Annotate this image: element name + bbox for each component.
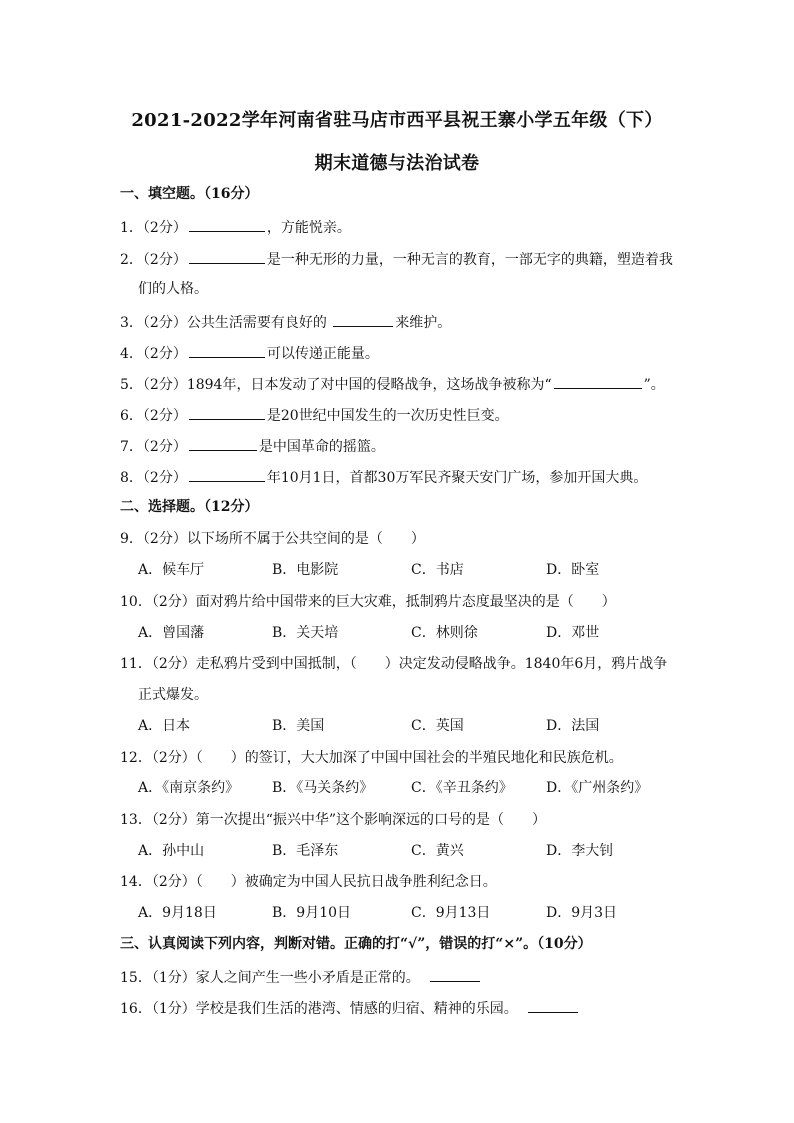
question-9: 9．（2分）以下场所不属于公共空间的是（ ） — [120, 531, 425, 547]
question-6-suffix: 是20世纪中国发生的一次历史性巨变。 — [266, 408, 509, 424]
answer-blank — [189, 343, 265, 358]
answer-blank — [189, 405, 265, 420]
answer-blank — [189, 217, 265, 232]
section-choice-heading: 二、选择题。（12分） — [120, 499, 259, 515]
option-c[interactable]: C．书店 — [411, 562, 464, 578]
question-11-continuation: 正式爆发。 — [138, 687, 208, 703]
question-8-prefix: 8．（2分） — [120, 470, 187, 486]
question-4-prefix: 4．（2分） — [120, 346, 187, 362]
question-6 — [120, 405, 509, 425]
option-b[interactable]: B．9月10日 — [272, 905, 352, 921]
question-2-continuation: 们的人格。 — [138, 281, 208, 297]
question-2-prefix: 2．（2分） — [120, 252, 187, 268]
question-3 — [120, 312, 451, 332]
answer-blank — [554, 374, 642, 389]
question-5-prefix: 5．（2分）1894年，日本发动了对中国的侵略战争，这场战争被称为“ — [120, 377, 552, 393]
answer-blank — [189, 249, 265, 264]
question-2 — [120, 249, 673, 269]
question-1 — [120, 217, 351, 237]
option-c[interactable]: C．林则徐 — [411, 625, 478, 641]
section-judge-heading: 三、认真阅读下列内容，判断对错。正确的打“√”，错误的打“×”。（10分） — [120, 936, 592, 952]
option-b[interactable]: B．毛泽东 — [272, 843, 339, 859]
option-c[interactable]: C．《辛丑条约》 — [411, 780, 513, 796]
option-c[interactable]: C．9月13日 — [411, 905, 491, 921]
answer-blank — [430, 967, 480, 982]
option-a[interactable]: A．候车厅 — [138, 562, 205, 578]
question-8-suffix: 年10月1日，首都30万军民齐聚天安门广场，参加开国大典。 — [266, 470, 648, 486]
question-4 — [120, 343, 379, 363]
question-7-suffix: 是中国革命的摇篮。 — [258, 439, 385, 455]
question-15-text: 15．（1分）家人之间产生一些小矛盾是正常的。 — [120, 970, 420, 986]
question-11: 11．（2分）走私鸦片受到中国抵制，（ ）决定发动侵略战争。1840年6月，鸦片战争 — [120, 656, 668, 672]
question-2-suffix: 是一种无形的力量，一种无言的教育，一部无字的典籍，塑造着我 — [266, 252, 673, 268]
question-7-prefix: 7．（2分） — [120, 439, 187, 455]
exam-title-line-1: 2021-2022学年河南省驻马店市西平县祝王寨小学五年级（下） — [131, 110, 663, 131]
question-3-prefix: 3．（2分）公共生活需要有良好的 — [120, 315, 332, 331]
option-d[interactable]: D．卧室 — [546, 562, 600, 578]
question-7 — [120, 436, 385, 456]
question-16 — [120, 998, 580, 1018]
question-16-text: 16．（1分）学校是我们生活的港湾、情感的归宿、精神的乐园。 — [120, 1001, 518, 1017]
answer-blank — [528, 998, 578, 1013]
question-5-suffix: ”。 — [643, 377, 665, 393]
option-b[interactable]: B．关天培 — [272, 625, 339, 641]
option-b[interactable]: B．电影院 — [272, 562, 339, 578]
question-13: 13．（2分）第一次提出“振兴中华”这个影响深远的口号的是（ ） — [120, 812, 547, 828]
option-c[interactable]: C．黄兴 — [411, 843, 464, 859]
answer-blank — [189, 467, 265, 482]
option-a[interactable]: A．孙中山 — [138, 843, 205, 859]
question-5 — [120, 374, 665, 394]
option-d[interactable]: D．《广州条约》 — [546, 780, 649, 796]
answer-blank — [333, 312, 393, 327]
option-d[interactable]: D．李大钊 — [546, 843, 614, 859]
option-a[interactable]: A．曾国藩 — [138, 625, 205, 641]
option-a[interactable]: A．日本 — [138, 718, 191, 734]
option-d[interactable]: D．9月3日 — [546, 905, 618, 921]
question-15 — [120, 967, 482, 987]
question-1-prefix: 1．（2分） — [120, 220, 187, 236]
question-14: 14．（2分）（ ）被确定为中国人民抗日战争胜利纪念日。 — [120, 874, 497, 890]
question-1-suffix: ，方能悦亲。 — [266, 220, 351, 236]
question-12: 12．（2分）（ ）的签订，大大加深了中国中国社会的半殖民地化和民族危机。 — [120, 750, 623, 766]
option-a[interactable]: A．《南京条约》 — [138, 780, 240, 796]
option-a[interactable]: A．9月18日 — [138, 905, 217, 921]
section-fill-heading: 一、填空题。（16分） — [120, 186, 259, 202]
option-d[interactable]: D．法国 — [546, 718, 600, 734]
exam-title-line-2: 期末道德与法治试卷 — [314, 153, 480, 174]
option-b[interactable]: B．《马关条约》 — [272, 780, 374, 796]
question-3-suffix: 来维护。 — [395, 315, 452, 331]
question-6-prefix: 6．（2分） — [120, 408, 187, 424]
question-4-suffix: 可以传递正能量。 — [266, 346, 379, 362]
option-d[interactable]: D．邓世 — [546, 625, 600, 641]
question-8 — [120, 467, 647, 487]
option-c[interactable]: C．英国 — [411, 718, 464, 734]
option-b[interactable]: B．美国 — [272, 718, 325, 734]
question-10: 10．（2分）面对鸦片给中国带来的巨大灾难，抵制鸦片态度最坚决的是（ ） — [120, 594, 616, 610]
answer-blank — [189, 436, 257, 451]
